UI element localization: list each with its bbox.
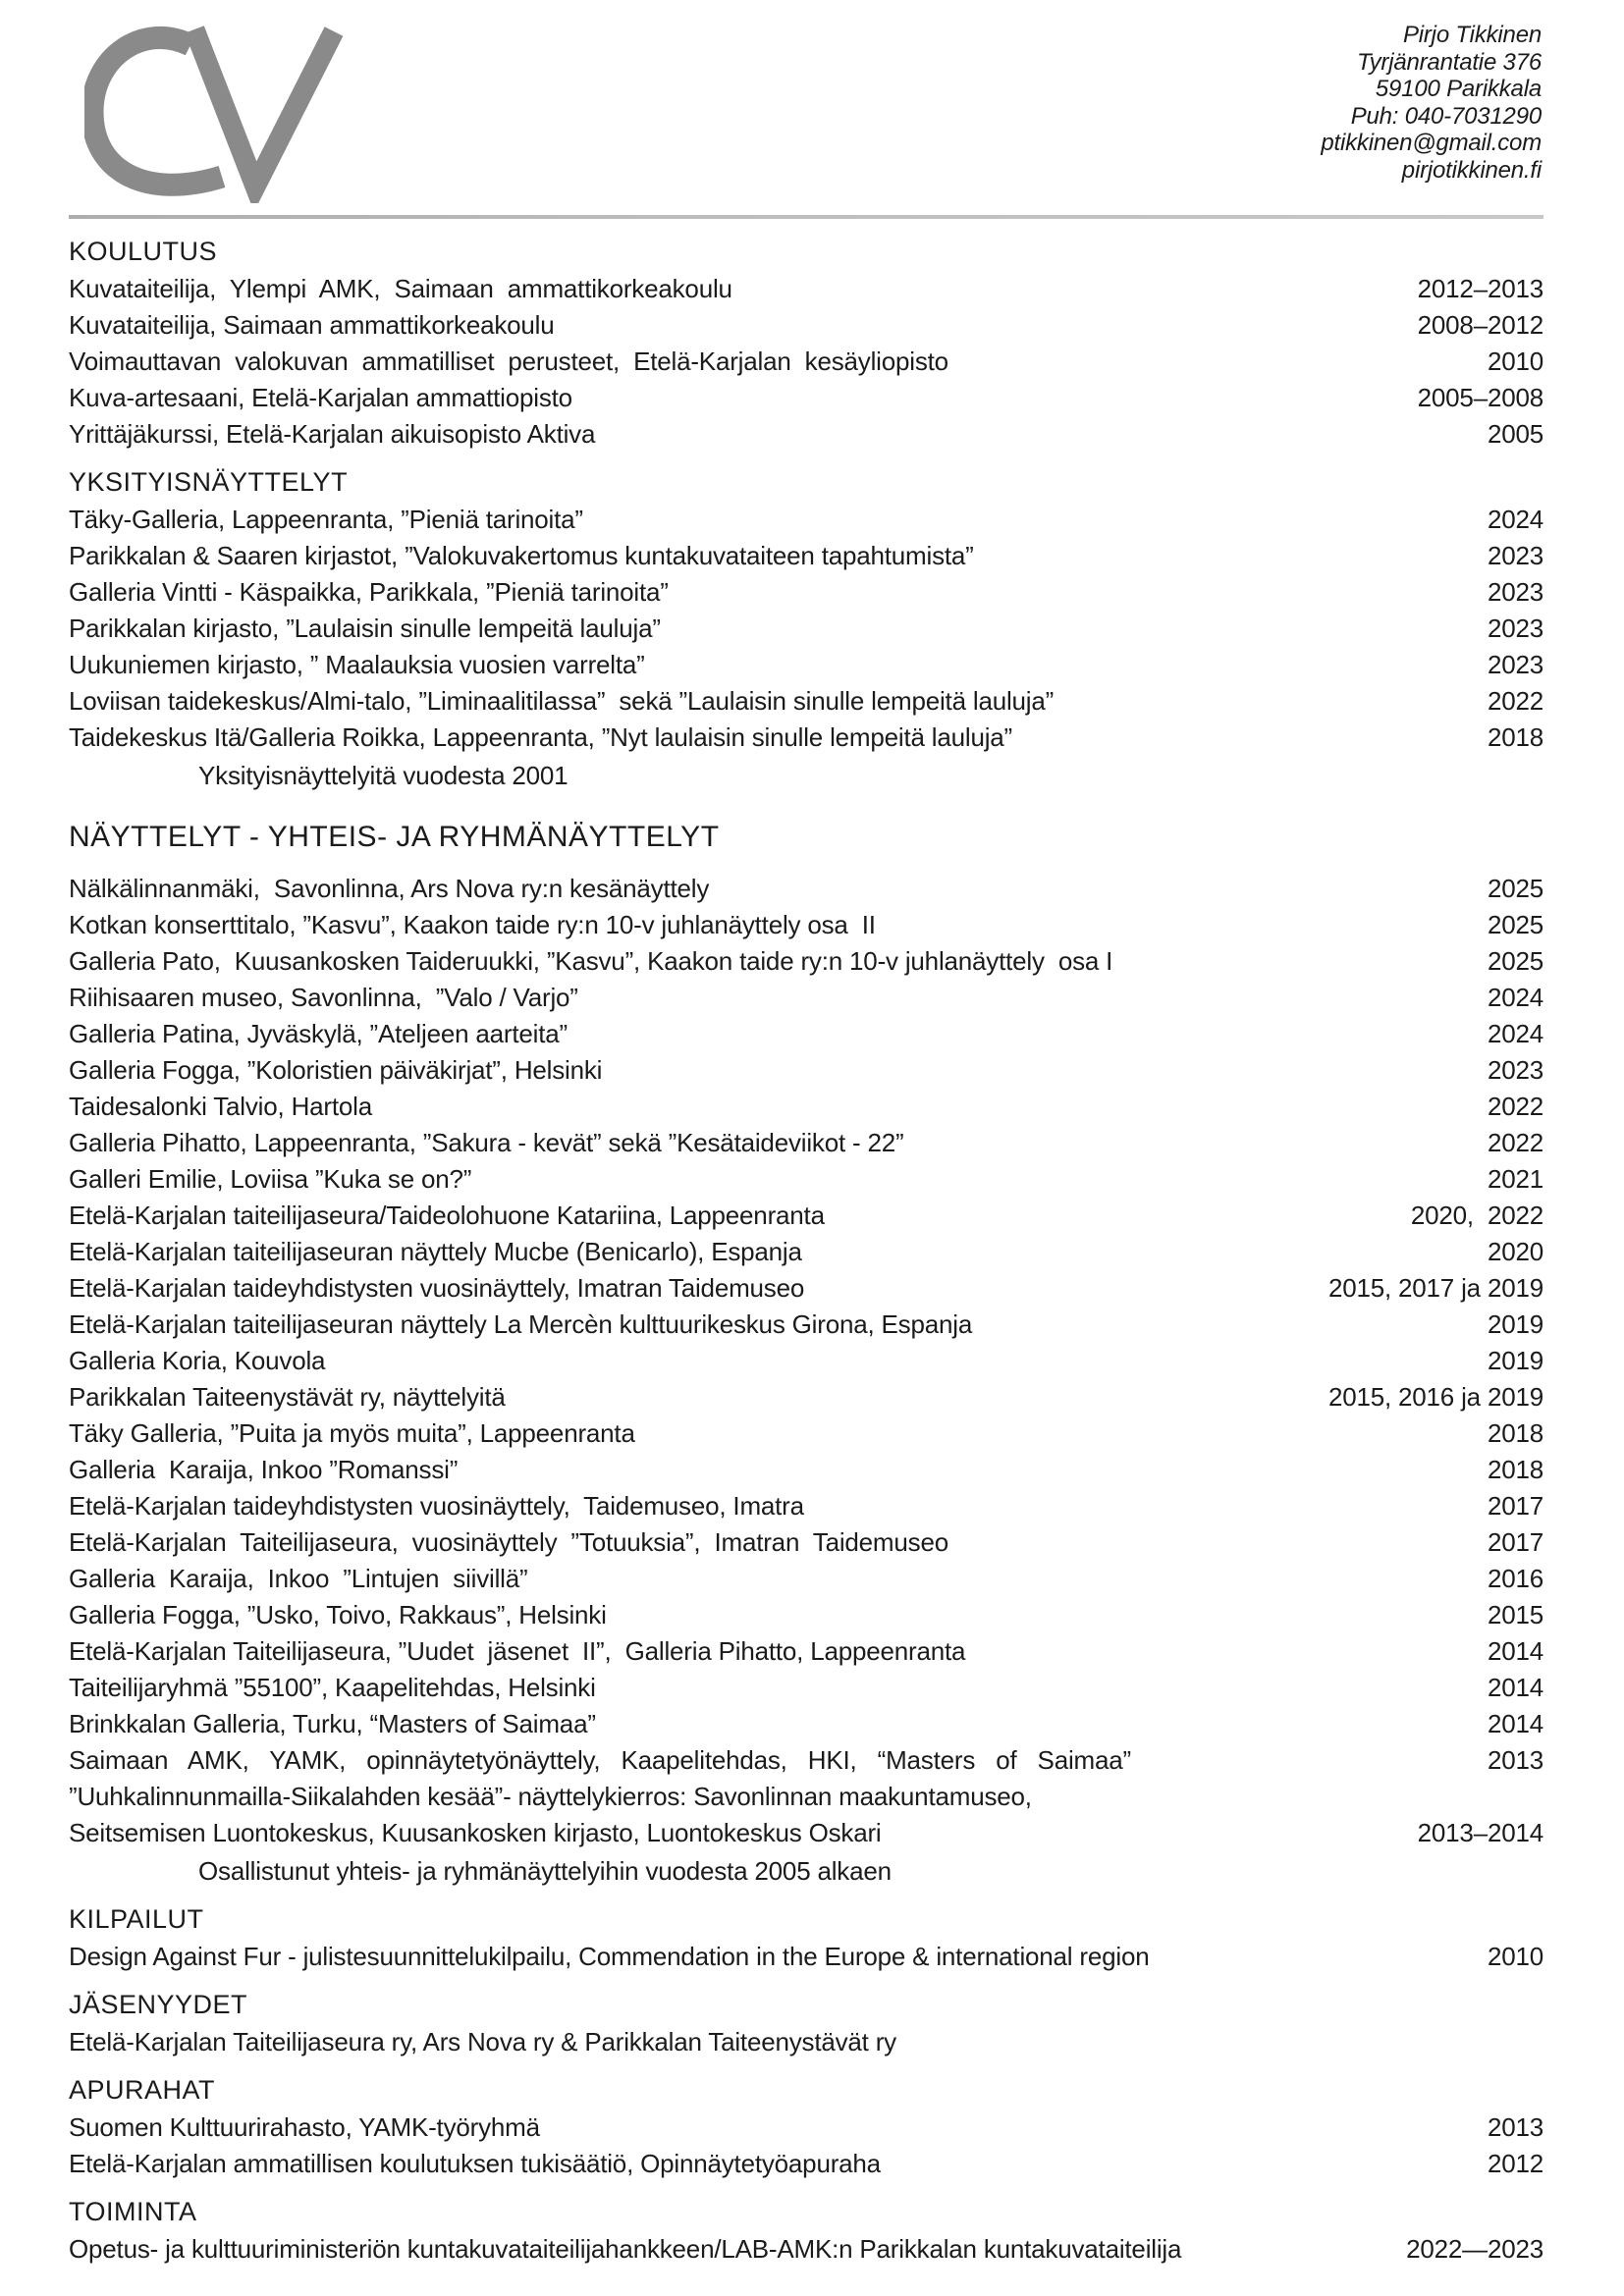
- row-year: 2025: [1487, 946, 1543, 976]
- row-text: Galleria Patina, Jyväskylä, ”Ateljeen aarteita”: [69, 1019, 568, 1048]
- cv-row: [69, 1125, 1543, 1161]
- row-year: 2015, 2016 ja 2019: [1327, 1382, 1543, 1412]
- row-text: Galleri Emilie, Loviisa ”Kuka se on?”: [69, 1164, 472, 1194]
- row-text: Brinkkalan Galleria, Turku, “Masters of Saimaa”: [69, 1709, 596, 1738]
- logo-v-stroke: [194, 29, 334, 187]
- row-text: Täky-Galleria, Lappeenranta, ”Pieniä tarinoita”: [69, 505, 583, 534]
- cv-row: [69, 1452, 1543, 1488]
- contact-line: pirjotikkinen.fi: [1401, 156, 1542, 184]
- row-text: Etelä-Karjalan taideyhdistysten vuosinäyttely, Taidemuseo, Imatra: [69, 1491, 804, 1521]
- section-note: Osallistunut yhteis- ja ryhmänäyttelyihin vuodesta 2005 alkaen: [198, 1856, 892, 1886]
- row-text: Parikkalan kirjasto, ”Laulaisin sinulle lempeitä lauluja”: [69, 614, 661, 643]
- row-year: 2018: [1487, 1418, 1543, 1448]
- cv-row: [69, 1161, 1543, 1198]
- row-text: Taidekeskus Itä/Galleria Roikka, Lappeenranta, ”Nyt laulaisin sinulle lempeitä lauluja”: [69, 722, 1013, 752]
- row-text: Seitsemisen Luontokeskus, Kuusankosken kirjasto, Luontokeskus Oskari: [69, 1818, 882, 1847]
- row-text: Voimauttavan valokuvan ammatilliset perusteet, Etelä-Karjalan kesäyliopisto: [69, 347, 948, 376]
- row-text: Uukuniemen kirjasto, ” Maalauksia vuosien varrelta”: [69, 650, 645, 679]
- section-note: Yksityisnäyttelyitä vuodesta 2001: [198, 761, 568, 790]
- cv-row: [69, 907, 1543, 943]
- row-year: 2017: [1487, 1491, 1543, 1521]
- section-title: APURAHAT: [69, 2075, 216, 2105]
- row-text: Riihisaaren museo, Savonlinna, ”Valo / Varjo”: [69, 983, 578, 1012]
- row-year: 2024: [1487, 505, 1543, 534]
- row-text: Kuva-artesaani, Etelä-Karjalan ammattiopisto: [69, 383, 572, 412]
- row-text: Suomen Kulttuurirahasto, YAMK-työryhmä: [69, 2112, 540, 2142]
- cv-row: [69, 1343, 1543, 1379]
- row-text: Galleria Pihatto, Lappeenranta, ”Sakura - kevät” sekä ”Kesätaideviikot - 22”: [69, 1128, 904, 1157]
- row-year: 2010: [1487, 1942, 1543, 1971]
- section-title: TOIMINTA: [69, 2197, 197, 2226]
- row-year: 2014: [1487, 1636, 1543, 1666]
- row-text: Parikkalan Taiteenystävät ry, näyttelyitä: [69, 1382, 506, 1412]
- row-text: Etelä-Karjalan taiteilijaseuran näyttely Mucbe (Benicarlo), Espanja: [69, 1237, 802, 1266]
- row-year: 2020: [1487, 1237, 1543, 1266]
- row-text: Yrittäjäkurssi, Etelä-Karjalan aikuisopisto Aktiva: [69, 419, 596, 449]
- row-year: 2005–2008: [1417, 383, 1543, 412]
- row-year: 2022—2023: [1406, 2234, 1543, 2264]
- row-year: 2019: [1487, 1309, 1543, 1339]
- row-year: 2015, 2017 ja 2019: [1327, 1273, 1543, 1303]
- cv-row: [69, 1198, 1543, 1234]
- row-text: Etelä-Karjalan taiteilijaseuran näyttely La Mercèn kulttuurikeskus Girona, Espanja: [69, 1309, 973, 1339]
- cv-row: [69, 1307, 1543, 1343]
- cv-row: [69, 1052, 1543, 1089]
- cv-logo: [84, 22, 359, 203]
- cv-row: [69, 2231, 1543, 2268]
- cv-row: [69, 871, 1543, 907]
- row-text: Etelä-Karjalan Taiteilijaseura ry, Ars Nova ry & Parikkalan Taiteenystävät ry: [69, 2027, 896, 2056]
- row-text: Saimaan AMK, YAMK, opinnäytetyönäyttely, Kaapelitehdas, HKI, “Masters of Saimaa”: [69, 1745, 1131, 1775]
- row-year: 2022: [1487, 1128, 1543, 1157]
- row-text: Galleria Fogga, ”Koloristien päiväkirjat”, Helsinki: [69, 1055, 603, 1085]
- row-year: 2025: [1487, 910, 1543, 939]
- row-text: Täky Galleria, ”Puita ja myös muita”, Lappeenranta: [69, 1418, 635, 1448]
- row-text: Taidesalonki Talvio, Hartola: [69, 1092, 372, 1121]
- row-text: Etelä-Karjalan Taiteilijaseura, ”Uudet jäsenet II”, Galleria Pihatto, Lappeenranta: [69, 1636, 966, 1666]
- row-text: Parikkalan & Saaren kirjastot, ”Valokuvakertomus kuntakuvataiteen tapahtumista”: [69, 541, 974, 570]
- cv-row: [69, 1633, 1543, 1670]
- row-text: Loviisan taidekeskus/Almi-talo, ”Liminaalitilassa” sekä ”Laulaisin sinulle lempeitä lauluja”: [69, 686, 1055, 716]
- cv-sections: [69, 222, 1543, 2268]
- row-text: Galleria Koria, Kouvola: [69, 1346, 326, 1375]
- cv-row: [69, 380, 1543, 416]
- cv-row: [69, 943, 1543, 980]
- cv-row: [69, 416, 1543, 453]
- row-year: 2022: [1487, 1092, 1543, 1121]
- row-text: Design Against Fur - julistesuunnittelukilpailu, Commendation in the Europe & international region: [69, 1942, 1150, 1971]
- cv-row: [69, 683, 1543, 720]
- row-year: 2013–2014: [1417, 1818, 1543, 1847]
- contact-line: ptikkinen@gmail.com: [1321, 130, 1542, 156]
- cv-row: [69, 2024, 1543, 2060]
- cv-section: [69, 2192, 1543, 2268]
- cv-row: [69, 1779, 1543, 1815]
- row-text: Galleria Karaija, Inkoo ”Lintujen siivillä”: [69, 1564, 528, 1593]
- section-title: JÄSENYYDET: [69, 1990, 248, 2019]
- cv-row: [69, 1561, 1543, 1597]
- cv-section: [69, 1985, 1543, 2060]
- section-title: NÄYTTELYT - YHTEIS- JA RYHMÄNÄYTTELYT: [69, 821, 720, 853]
- row-text: Kotkan konserttitalo, ”Kasvu”, Kaakon taide ry:n 10-v juhlanäyttely osa II: [69, 910, 876, 939]
- row-text: Kuvataiteilija, Ylempi AMK, Saimaan ammattikorkeakoulu: [69, 274, 732, 303]
- row-text: Taiteilijaryhmä ”55100”, Kaapelitehdas, Helsinki: [69, 1673, 596, 1702]
- row-year: 2022: [1487, 686, 1543, 716]
- row-year: 2008–2012: [1417, 310, 1543, 340]
- cv-row: [69, 1670, 1543, 1706]
- row-year: 2015: [1487, 1600, 1543, 1629]
- row-year: 2023: [1487, 541, 1543, 570]
- cv-row: [69, 980, 1543, 1016]
- section-title: KILPAILUT: [69, 1904, 204, 1934]
- row-year: 2024: [1487, 1019, 1543, 1048]
- row-year: 2018: [1487, 722, 1543, 752]
- row-text: Etelä-Karjalan taideyhdistysten vuosinäyttely, Imatran Taidemuseo: [69, 1273, 805, 1303]
- contact-line: Puh: 040-7031290: [1350, 102, 1542, 130]
- cv-row: [69, 344, 1543, 380]
- cv-row: [69, 720, 1543, 756]
- cv-row: [69, 1488, 1543, 1524]
- row-text: Galleria Karaija, Inkoo ”Romanssi”: [69, 1455, 459, 1484]
- row-text: Galleria Fogga, ”Usko, Toivo, Rakkaus”, Helsinki: [69, 1600, 607, 1629]
- cv-row: [69, 1706, 1543, 1742]
- row-text: Etelä-Karjalan ammatillisen koulutuksen tukisäätiö, Opinnäytetyöapuraha: [69, 2149, 881, 2178]
- cv-row: [69, 1415, 1543, 1452]
- row-year: 2014: [1487, 1709, 1543, 1738]
- cv-section: [69, 818, 1543, 1890]
- row-text: Galleria Vintti - Käspaikka, Parikkala, ”Pieniä tarinoita”: [69, 577, 669, 607]
- row-text: Etelä-Karjalan taiteilijaseura/Taideolohuone Katariina, Lappeenranta: [69, 1201, 825, 1230]
- row-year: 2014: [1487, 1673, 1543, 1702]
- cv-row: [69, 2109, 1543, 2146]
- contact-line: Pirjo Tikkinen: [1402, 22, 1542, 48]
- row-year: 2012: [1487, 2149, 1543, 2178]
- cv-row: [69, 1524, 1543, 1561]
- cv-row: [69, 1270, 1543, 1307]
- row-year: 2017: [1487, 1527, 1543, 1557]
- row-year: 2010: [1487, 347, 1543, 376]
- row-year: 2023: [1487, 650, 1543, 679]
- row-year: 2020, 2022: [1410, 1201, 1543, 1230]
- cv-row: [69, 1742, 1543, 1779]
- cv-row: [69, 502, 1543, 538]
- row-year: 2018: [1487, 1455, 1543, 1484]
- cv-row: [69, 1379, 1543, 1415]
- contact-block: [1321, 22, 1542, 184]
- row-year: 2025: [1487, 874, 1543, 903]
- cv-row: [69, 538, 1543, 574]
- row-text: Kuvataiteilija, Saimaan ammattikorkeakoulu: [69, 310, 555, 340]
- cv-section: [69, 2070, 1543, 2182]
- section-title: YKSITYISNÄYTTELYT: [69, 467, 349, 497]
- row-year: 2005: [1487, 419, 1543, 449]
- cv-row: [69, 1939, 1543, 1975]
- row-year: 2023: [1487, 577, 1543, 607]
- row-year: 2024: [1487, 983, 1543, 1012]
- cv-section: [69, 462, 1543, 794]
- cv-row: [69, 1234, 1543, 1270]
- row-text: Nälkälinnanmäki, Savonlinna, Ars Nova ry:n kesänäyttely: [69, 874, 710, 903]
- cv-row: [69, 1597, 1543, 1633]
- section-title: KOULUTUS: [69, 237, 218, 266]
- row-text: ”Uuhkalinnunmailla-Siikalahden kesää”- näyttelykierros: Savonlinnan maakuntamuseo,: [69, 1782, 1032, 1811]
- cv-section: [69, 1899, 1543, 1975]
- row-year: 2023: [1487, 614, 1543, 643]
- cv-row: [69, 271, 1543, 307]
- row-year: 2023: [1487, 1055, 1543, 1085]
- cv-row: [69, 647, 1543, 683]
- row-text: Opetus- ja kulttuuriministeriön kuntakuvataiteilijahankkeen/LAB-AMK:n Parikkalan kuntakuvataiteilija: [69, 2234, 1182, 2264]
- contact-line: Tyrjänrantatie 376: [1356, 48, 1542, 76]
- cv-row: [69, 1016, 1543, 1052]
- row-text: Galleria Pato, Kuusankosken Taideruukki, ”Kasvu”, Kaakon taide ry:n 10-v juhlanäyttely osa I: [69, 946, 1113, 976]
- row-year: 2012–2013: [1417, 274, 1543, 303]
- row-year: 2016: [1487, 1564, 1543, 1593]
- cv-row: [69, 1089, 1543, 1125]
- cv-row: [69, 307, 1543, 344]
- cv-row: [69, 1815, 1543, 1851]
- row-year: 2019: [1487, 1346, 1543, 1375]
- contact-line: 59100 Parikkala: [1375, 76, 1542, 102]
- header-divider: [69, 215, 1543, 219]
- cv-row: [69, 574, 1543, 611]
- cv-row: [69, 611, 1543, 647]
- row-year: 2013: [1487, 2112, 1543, 2142]
- cv-section: [69, 232, 1543, 453]
- row-year: 2021: [1487, 1164, 1543, 1194]
- row-text: Etelä-Karjalan Taiteilijaseura, vuosinäyttely ”Totuuksia”, Imatran Taidemuseo: [69, 1527, 948, 1557]
- cv-row: [69, 2146, 1543, 2182]
- row-year: 2013: [1487, 1745, 1543, 1775]
